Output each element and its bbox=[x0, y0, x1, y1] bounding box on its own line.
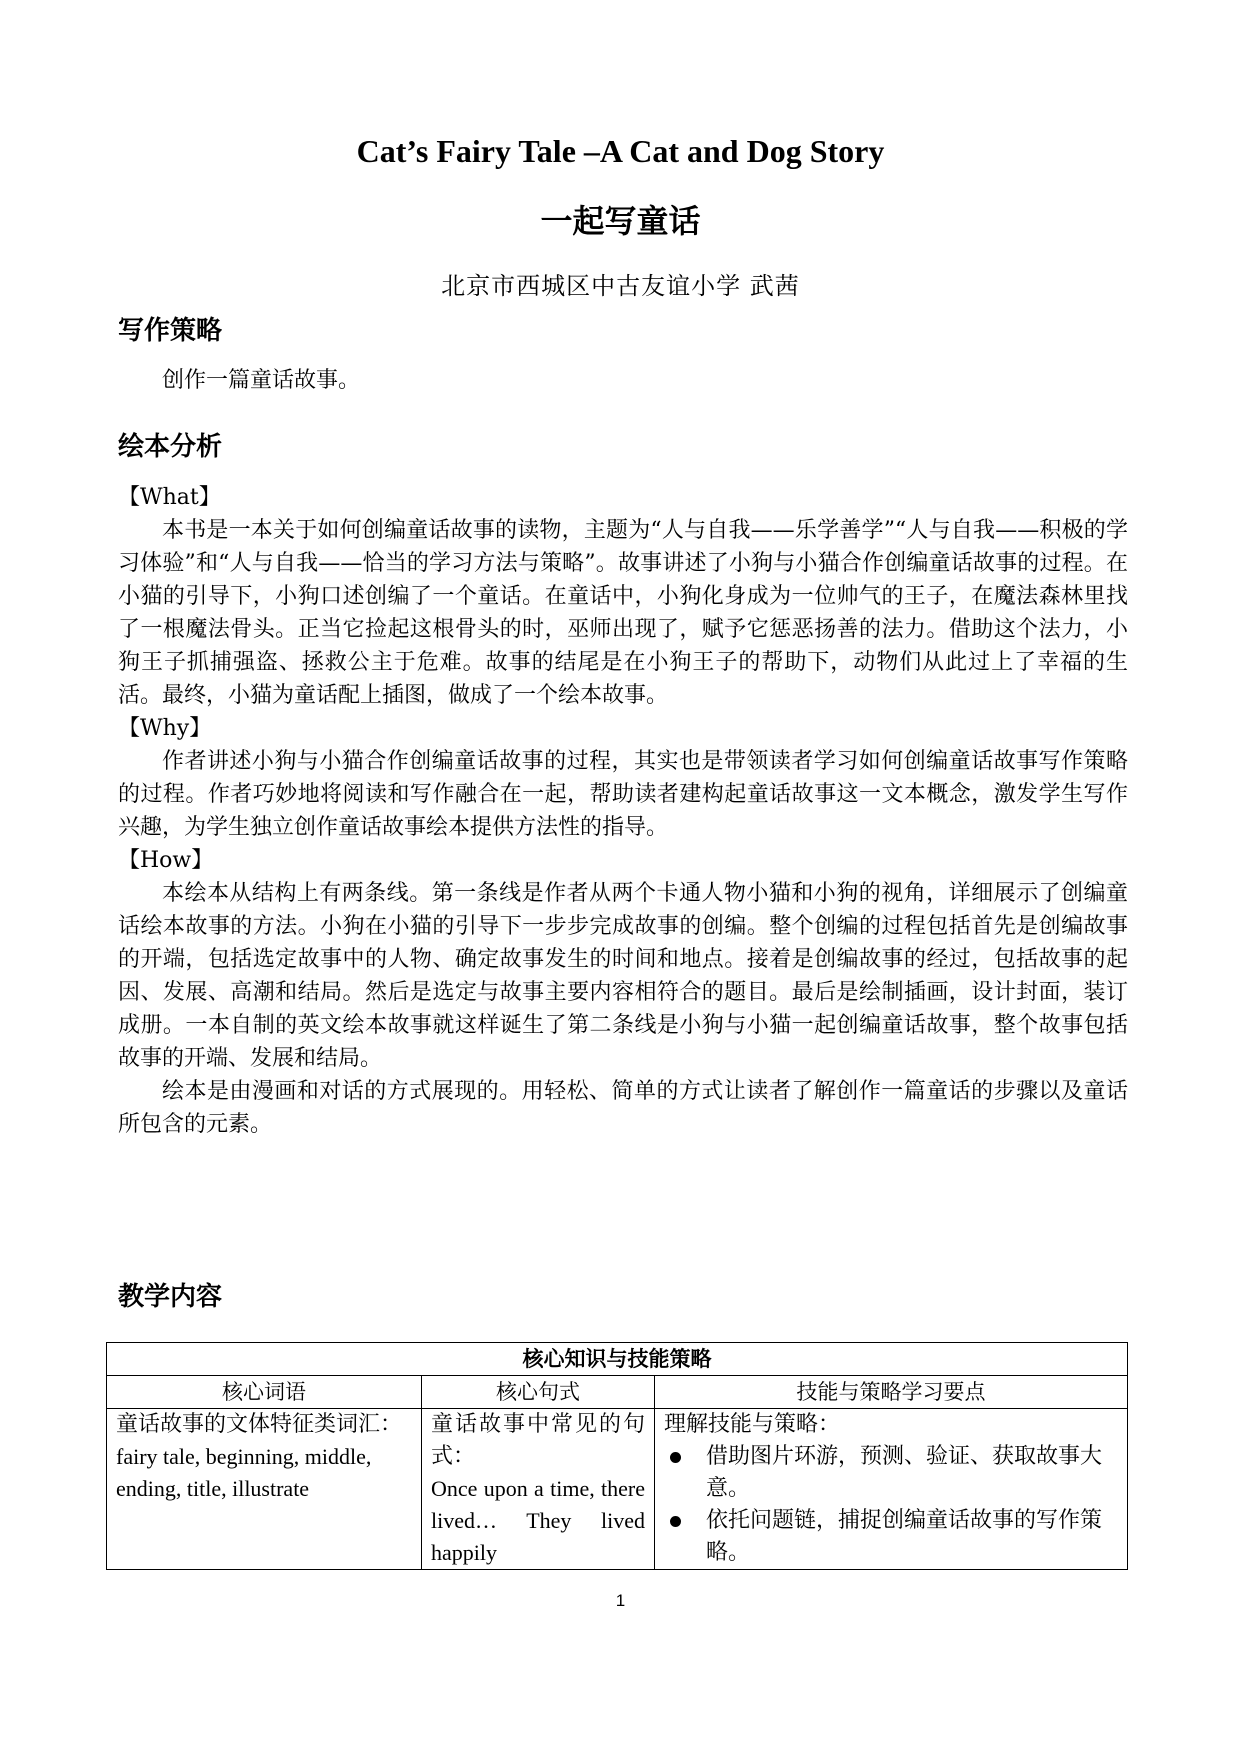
why-paragraph: 作者讲述小狗与小猫合作创编童话故事的过程，其实也是带领读者学习如何创编童话故事写作策略的过程。作者巧妙地将阅读和写作融合在一起，帮助读者建构起童话故事这一文本概念，激发学生写作兴趣，为学生独立创作童话故事绘本提供方法性的指导。 bbox=[118, 749, 1128, 840]
title-english: Cat’s Fairy Tale –A Cat and Dog Story bbox=[356, 133, 885, 169]
core-sentences-cn: 童话故事中常见的句式： bbox=[431, 1412, 645, 1469]
core-words-cn: 童话故事的文体特征类词汇： bbox=[116, 1412, 403, 1437]
skill-point-text: 借助图片环游，预测、验证、获取故事大意。 bbox=[706, 1444, 1103, 1501]
how-paragraph-1: 本绘本从结构上有两条线。第一条线是作者从两个卡通人物小猫和小狗的视角，详细展示了创编童话绘本故事的方法。小狗在小猫的引导下一步步完成故事的创编。整个创编的过程包括首先是创编故事的开端，包括选定故事中的人物、确定故事发生的时间和地点。接着是创编故事的经过，包括故事的起因、发展、高潮和结局。然后是选定与故事主要内容相符合的题目。最后是绘制插画，设计封面，装订成册。一本自制的英文绘本故事就这样诞生了第二条线是小狗与小猫一起创编童话故事，整个故事包括故事的开端、发展和结局。 bbox=[118, 881, 1128, 1071]
how-paragraph-2: 绘本是由漫画和对话的方式展现的。用轻松、简单的方式让读者了解创作一篇童话的步骤以及童话所包含的元素。 bbox=[118, 1079, 1128, 1137]
core-words-en: fairy tale, beginning, middle, ending, title, illustrate bbox=[116, 1444, 372, 1501]
author-line: 北京市西城区中古友谊小学 武茜 bbox=[441, 272, 800, 300]
heading-writing-strategy: 写作策略 bbox=[118, 316, 223, 346]
what-tag: 【What】 bbox=[118, 485, 221, 510]
table-header-skills: 技能与策略学习要点 bbox=[655, 1376, 1128, 1409]
core-sentences-en: Once upon a time, there lived… They lived happily bbox=[431, 1476, 645, 1565]
list-item bbox=[664, 1441, 1118, 1505]
writing-strategy-text bbox=[118, 364, 1128, 397]
bullet-icon bbox=[670, 1516, 681, 1527]
skills-list bbox=[664, 1441, 1118, 1569]
table-header-core-words: 核心词语 bbox=[107, 1376, 422, 1409]
why-tag: 【Why】 bbox=[118, 716, 212, 741]
list-item bbox=[664, 1505, 1118, 1569]
page-number: 1 bbox=[615, 1591, 626, 1610]
what-paragraph: 本书是一本关于如何创编童话故事的读物，主题为“人与自我——乐学善学”“人与自我——积极的学习体验”和“人与自我——恰当的学习方法与策略”。故事讲述了小狗与小猫合作创编童话故事的过程。在小猫的引导下，小狗口述创编了一个童话。在童话中，小狗化身成为一位帅气的王子，在魔法森林里找了一根魔法骨头。正当它捡起这根骨头的时，巫师出现了，赋予它惩恶扬善的法力。借助这个法力，小狗王子抓捕强盗、拯救公主于危难。故事的结尾是在小狗王子的帮助下，动物们从此过上了幸福的生活。最终，小猫为童话配上插图，做成了一个绘本故事。 bbox=[118, 518, 1128, 708]
heading-picture-book-analysis: 绘本分析 bbox=[118, 432, 223, 462]
cell-skills bbox=[655, 1409, 1128, 1570]
skills-intro: 理解技能与策略： bbox=[664, 1412, 841, 1437]
table-row bbox=[107, 1409, 1128, 1570]
title-chinese: 一起写童话 bbox=[540, 202, 701, 240]
bullet-icon bbox=[670, 1452, 681, 1463]
table-title: 核心知识与技能策略 bbox=[107, 1343, 1128, 1376]
table-header-core-sentences: 核心句式 bbox=[422, 1376, 655, 1409]
skill-point-text: 依托问题链，捕捉创编童话故事的写作策略。 bbox=[706, 1508, 1103, 1565]
analysis-body bbox=[118, 481, 1128, 1141]
writing-strategy-paragraph: 创作一篇童话故事。 bbox=[162, 368, 361, 393]
how-tag: 【How】 bbox=[118, 848, 214, 873]
cell-core-words bbox=[107, 1409, 422, 1570]
core-knowledge-table bbox=[106, 1342, 1128, 1570]
cell-core-sentences bbox=[422, 1409, 655, 1570]
heading-teaching-content: 教学内容 bbox=[118, 1282, 223, 1312]
